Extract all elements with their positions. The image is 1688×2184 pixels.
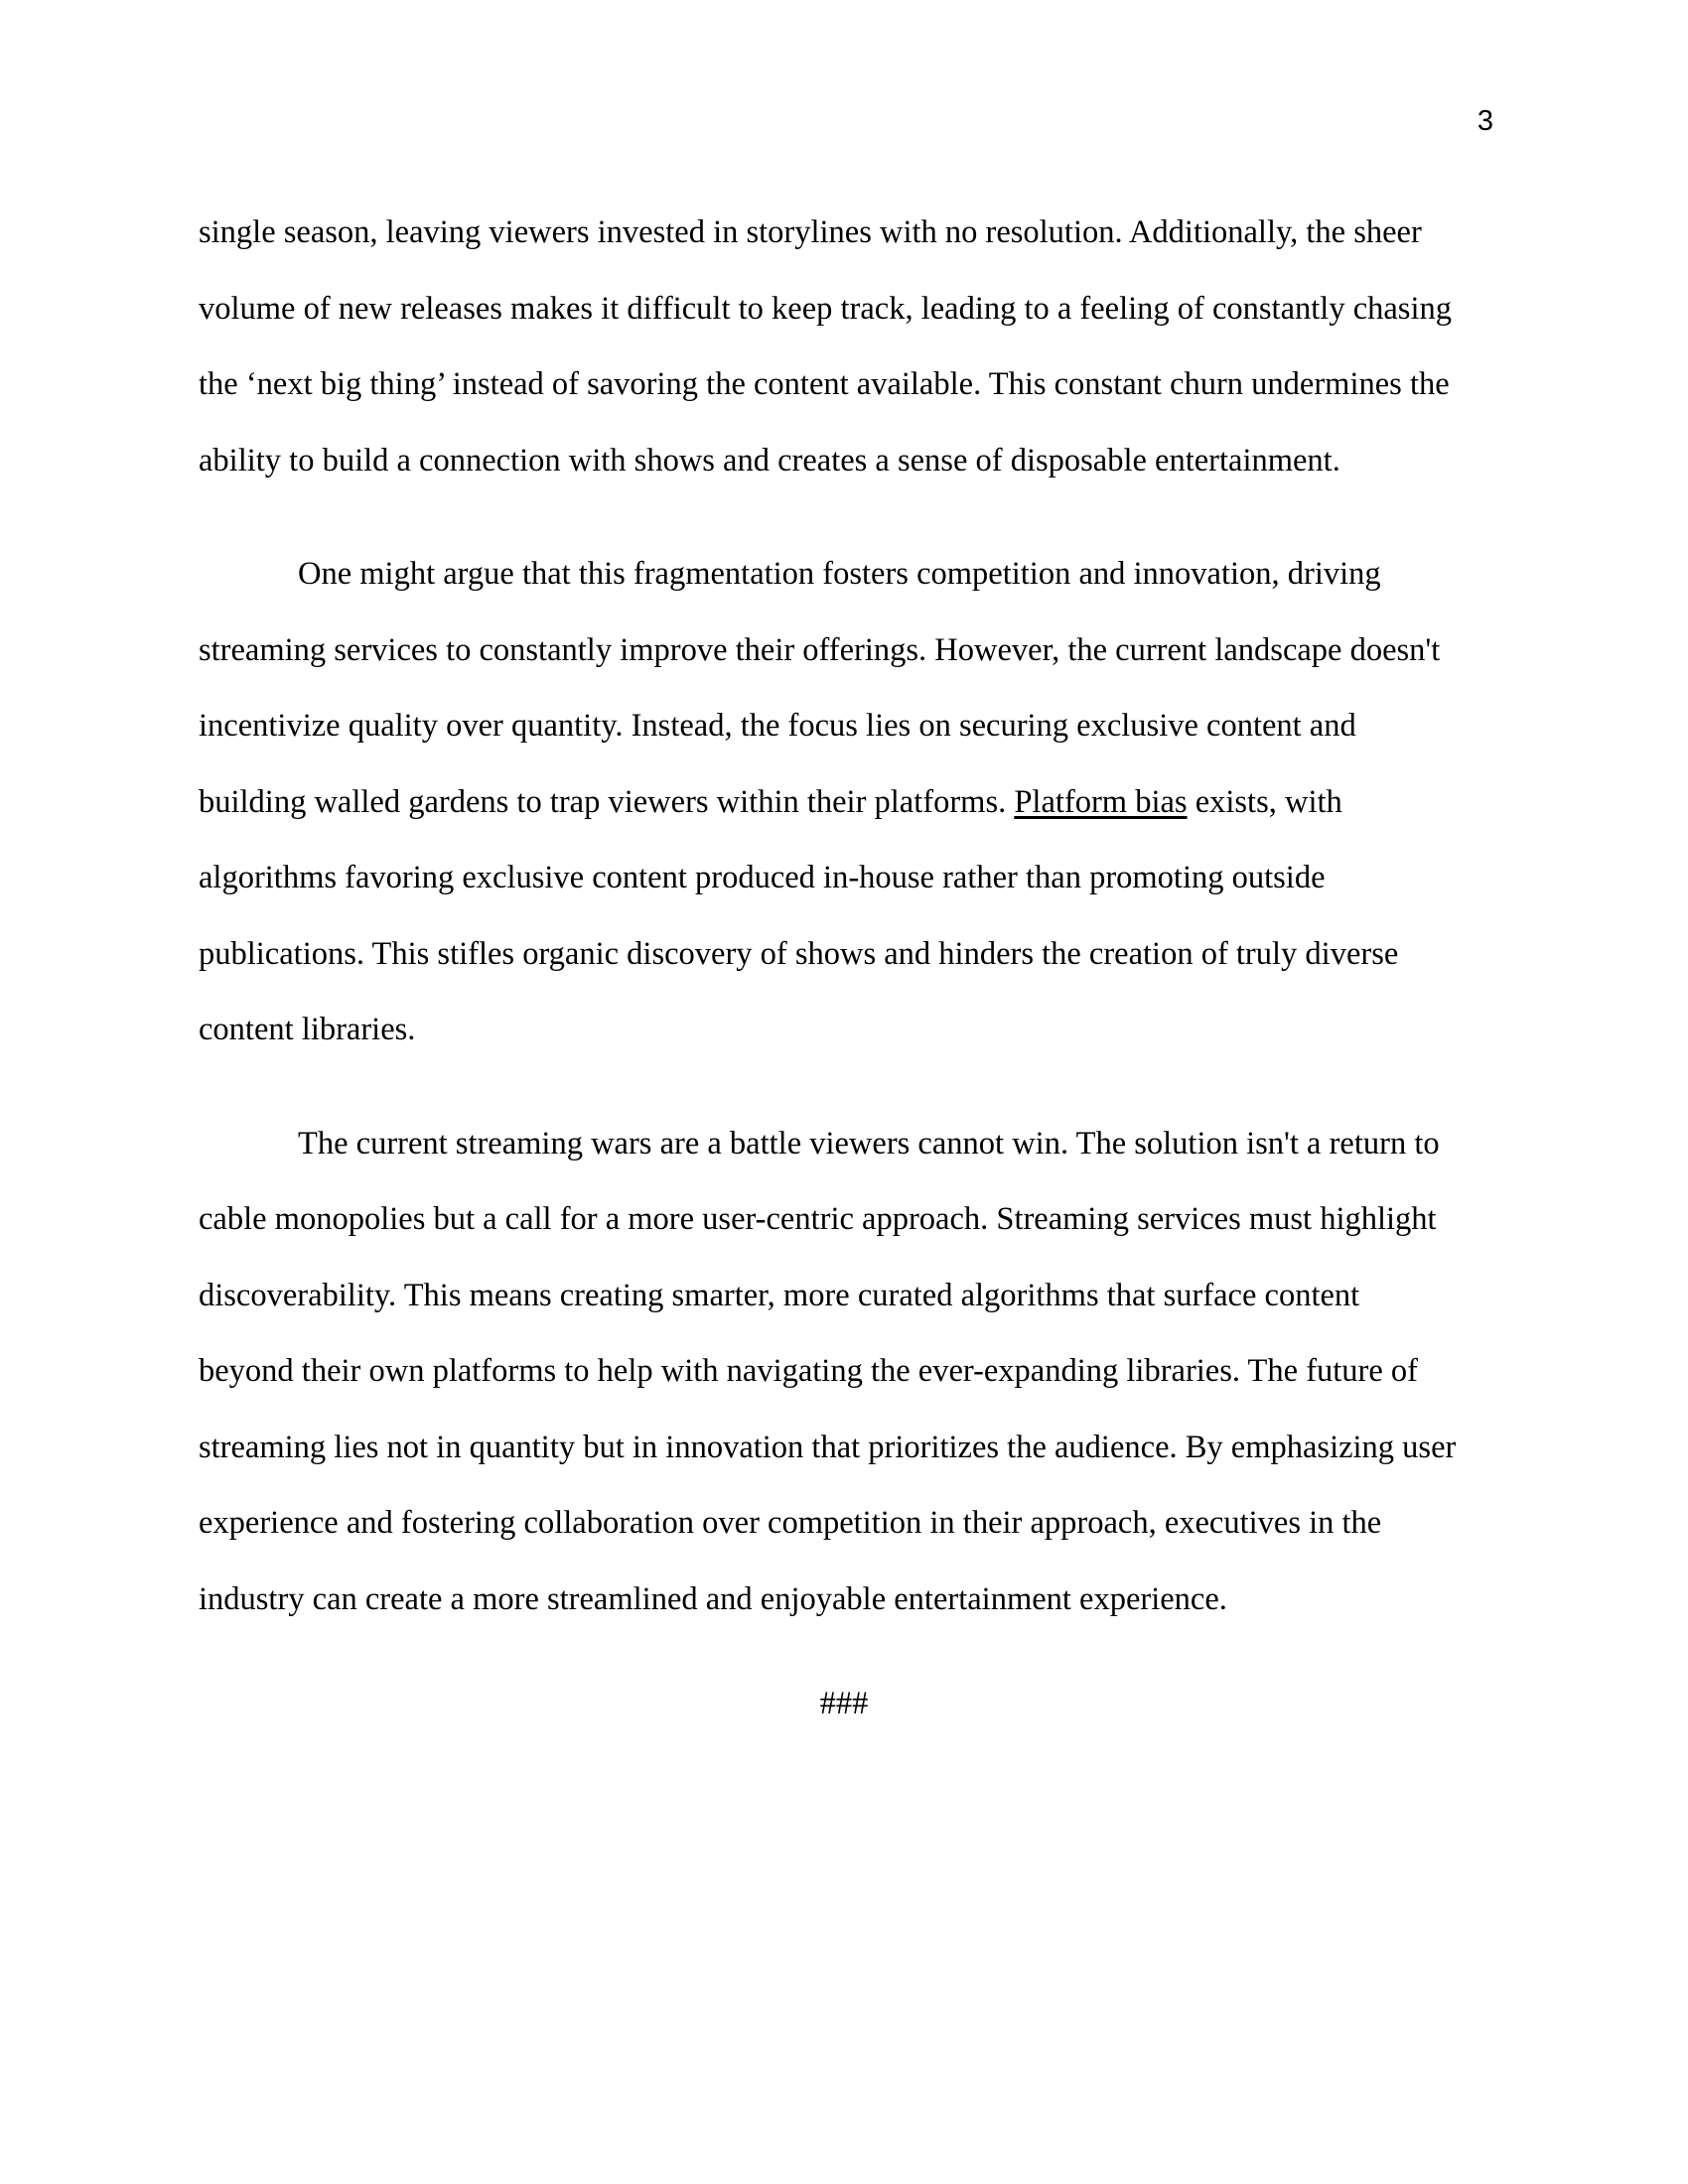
- document-body: [199, 195, 1491, 1637]
- text-line: publications. This stifles organic discovery of shows and hinders the creation of truly diverse: [199, 935, 1399, 972]
- text-line: cable monopolies but a call for a more user-centric approach. Streaming services must highlight: [199, 1201, 1437, 1237]
- text-line: single season, leaving viewers invested in storylines with no resolution. Additionally, the sheer: [199, 214, 1422, 250]
- text-segment: exists, with: [1195, 783, 1342, 820]
- text-line: One might argue that this fragmentation fosters competition and innovation, driving: [298, 556, 1381, 592]
- paragraph-2: [199, 536, 1491, 1068]
- paragraph-3: [199, 1106, 1491, 1638]
- text-line: streaming lies not in quantity but in innovation that prioritizes the audience. By emphasizing user: [199, 1429, 1457, 1465]
- text-line: beyond their own platforms to help with navigating the ever-expanding libraries. The future of: [199, 1353, 1418, 1389]
- text-line: incentivize quality over quantity. Instead, the focus lies on securing exclusive content and: [199, 708, 1356, 744]
- text-line: algorithms favoring exclusive content produced in-house rather than promoting outside: [199, 860, 1326, 895]
- end-mark: ###: [819, 1686, 869, 1721]
- text-segment: building walled gardens to trap viewers within their platforms.: [199, 783, 1007, 820]
- paragraph-1: [199, 195, 1491, 498]
- text-line: content libraries.: [199, 1012, 416, 1047]
- text-line-with-link: [199, 764, 1491, 841]
- text-line: industry can create a more streamlined and enjoyable entertainment experience.: [199, 1580, 1227, 1617]
- text-line: streaming services to constantly improve their offerings. However, the current landscape doesn't: [199, 631, 1441, 668]
- text-line: The current streaming wars are a battle viewers cannot win. The solution isn't a return to: [298, 1125, 1440, 1161]
- text-line: ability to build a connection with shows and creates a sense of disposable entertainment.: [199, 442, 1340, 478]
- platform-bias-link[interactable]: Platform bias: [1014, 783, 1188, 820]
- text-line: experience and fostering collaboration over competition in their approach, executives in the: [199, 1505, 1382, 1541]
- page-number: 3: [1477, 105, 1493, 137]
- text-line: discoverability. This means creating smarter, more curated algorithms that surface content: [199, 1277, 1360, 1313]
- text-line: the ‘next big thing’ instead of savoring the content available. This constant churn undermines the: [199, 366, 1450, 402]
- text-line: volume of new releases makes it difficult to keep track, leading to a feeling of constantly chasing: [199, 290, 1452, 327]
